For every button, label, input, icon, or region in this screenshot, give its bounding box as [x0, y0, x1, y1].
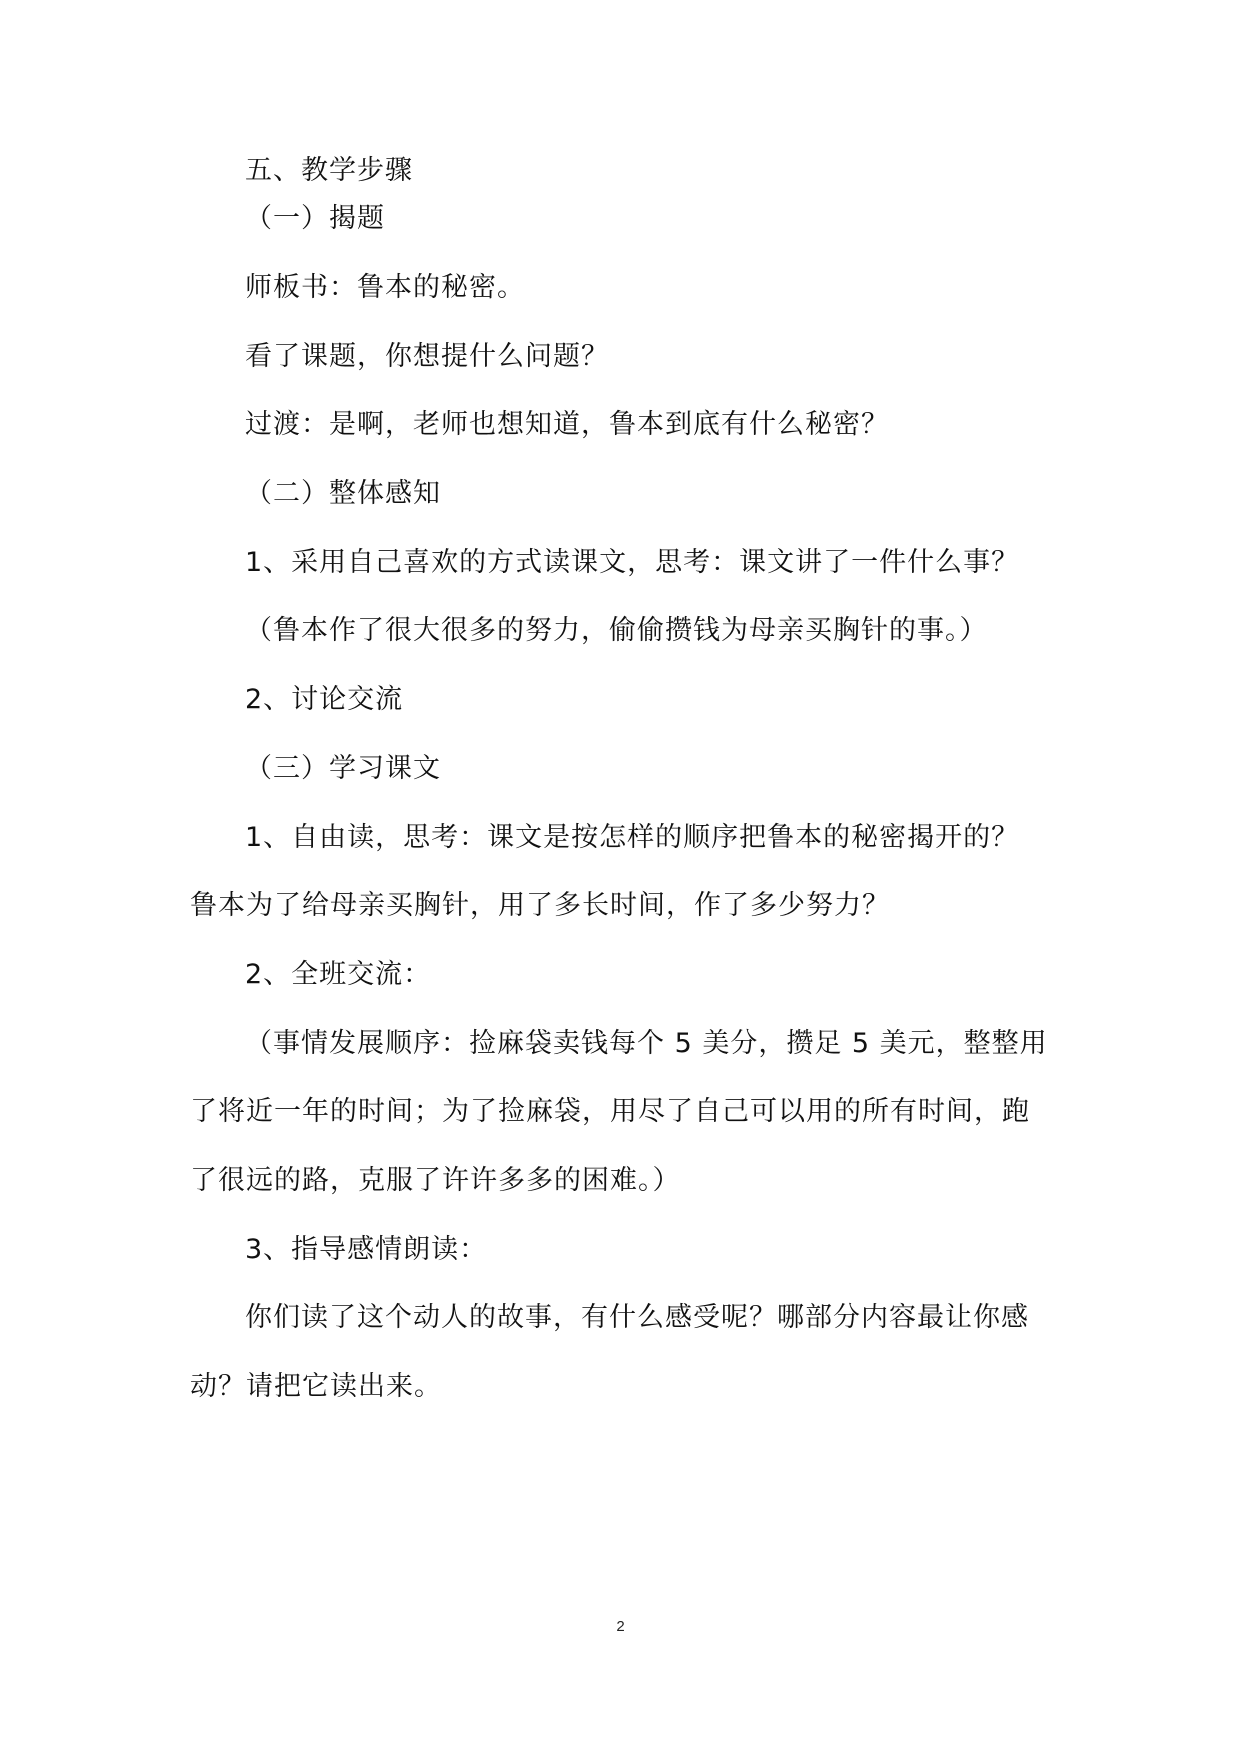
paragraph: 3、指导感情朗读： — [245, 1234, 488, 1265]
page-number: 2 — [616, 1618, 625, 1635]
section-heading: 五、教学步骤 — [245, 155, 413, 186]
subsection-heading: （三）学习课文 — [245, 753, 441, 784]
paragraph-continuation: 鲁本为了给母亲买胸针，用了多长时间，作了多少努力？ — [190, 890, 890, 921]
paragraph-continuation: 动？请把它读出来。 — [190, 1371, 442, 1402]
paragraph: （事情发展顺序：捡麻袋卖钱每个 5 美分，攒足 5 美元，整整用 — [245, 1028, 1048, 1059]
paragraph: 2、全班交流： — [245, 959, 432, 990]
subsection-heading: （二）整体感知 — [245, 478, 441, 509]
paragraph: 1、采用自己喜欢的方式读课文，思考：课文讲了一件什么事？ — [245, 547, 1020, 578]
paragraph-continuation: 了很远的路，克服了许许多多的困难。） — [190, 1165, 681, 1196]
paragraph: 过渡：是啊，老师也想知道，鲁本到底有什么秘密？ — [245, 409, 889, 440]
paragraph: 1、自由读，思考：课文是按怎样的顺序把鲁本的秘密揭开的？ — [245, 822, 1020, 853]
paragraph: 2、讨论交流 — [245, 684, 404, 715]
paragraph: 看了课题，你想提什么问题？ — [245, 341, 609, 372]
paragraph: （鲁本作了很大很多的努力，偷偷攒钱为母亲买胸针的事。） — [245, 615, 988, 646]
paragraph: 师板书：鲁本的秘密。 — [245, 272, 525, 303]
paragraph-continuation: 了将近一年的时间；为了捡麻袋，用尽了自己可以用的所有时间，跑 — [190, 1096, 1030, 1127]
paragraph: 你们读了这个动人的故事，有什么感受呢？哪部分内容最让你感 — [245, 1302, 1029, 1333]
subsection-heading: （一）揭题 — [245, 203, 385, 234]
